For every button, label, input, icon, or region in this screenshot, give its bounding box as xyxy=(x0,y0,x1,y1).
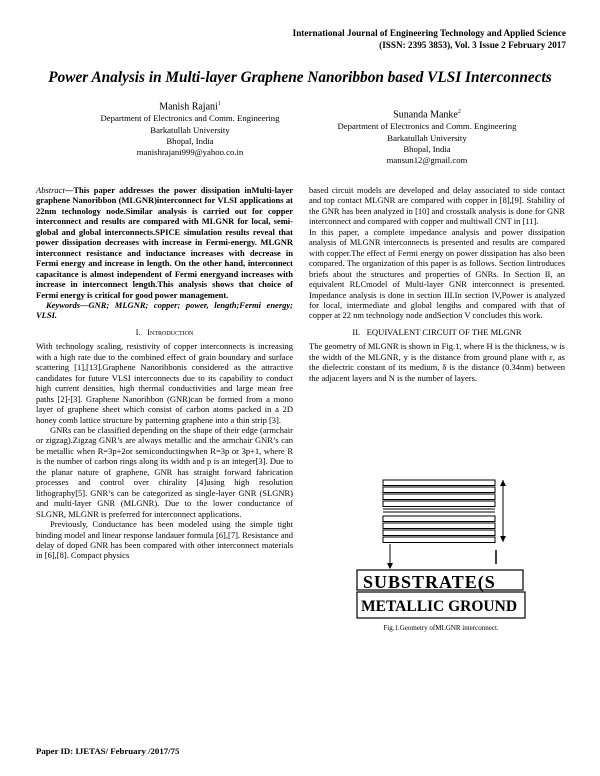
author-2-name-text: Sunanda Manke xyxy=(393,109,458,121)
mlgnr-geometry-figure xyxy=(355,478,527,622)
journal-name: International Journal of Engineering Technology and Applied Science xyxy=(292,28,566,38)
author-2-name xyxy=(327,106,527,121)
author-1-sup: 1 xyxy=(217,101,221,107)
intro-paragraph-2: GNRs can be classified depending on the shape of their edge (armchair or zigzag).Zigzag GNR’s are always metallic and the armchair GNR’s can be metallic when R=3p+2or semiconductingwhen R=3p or 3p+1, where R is the number of carbon rings along its width and p is an integer[3]. Due to the planar nature of graphene, GNR has straight forward fabrication processes and control over chirality [4]using high resolution lithography[5]. GNR’s can be categorized as single-layer GNR (SLGNR) and multi-layer GNR (MLGNR). Due to the lower conductance of SLGNR, MLGNR is preferred for interconnect applications. xyxy=(36,424,293,519)
substrate-label: SUBSTRATE(S xyxy=(363,572,496,592)
spacing-arrowhead xyxy=(387,563,393,569)
page-footer: Paper ID: IJETAS/ February /2017/75 xyxy=(36,746,180,756)
author-1-univ: Barkatullah University xyxy=(150,124,230,135)
section-2-heading xyxy=(309,327,565,337)
abstract-text: —This paper addresses the power dissipation inMulti-layer graphene Nanoribbon (MLGNR)interconnect for VLSI applications at 22nm technology node.Similar analysis is carried out for copper interconnect and results are compared with MLGNR for local, semi-global and global interconnects.SPICE simulation results reveal that power dissipation decreases with increase in Fermi-energy. MLGNR interconnect resistance and inductance increases with decrease in Fermi energy and increase in length. On the other hand, interconnect capacitance is almost independent of Fermi energyand increases with increase in interconnect length.This analysis shows that choice of Fermi energy is critical for good power management. xyxy=(36,185,293,300)
paper-title: Power Analysis in Multi-layer Graphene Nanoribbon based VLSI Interconnects xyxy=(48,69,552,86)
author-1-email[interactable]: manishrajani999@yahoo.co.in xyxy=(136,146,244,157)
section-1-num: I. xyxy=(135,326,141,337)
section-1-heading xyxy=(36,327,293,337)
author-2-univ: Barkatullah University xyxy=(387,132,467,143)
author-2-email[interactable]: mansun12@gmail.com xyxy=(386,154,468,165)
intro-paragraph-3: Previously, Conductance has been modeled using the simple tight binding model and linear response landauer formula [6],[7]. Resistance and delay of doped GNR has been compared with other interconnect materials in [6],[8]. Compact physics xyxy=(36,519,293,561)
graphene-layer xyxy=(383,530,495,536)
author-2-city: Bhopal, India xyxy=(403,143,451,154)
right-paragraph-3: The geometry of MLGNR is shown in Fig.1, where H is the thickness, w is the width of the MLGNR, y is the distance from ground plane with ε, as the dielectric constant of its medium, δ is the distance (0.34nm) between the adjacent layers and N is the number of layers. xyxy=(309,341,565,383)
author-1-city: Bhopal, India xyxy=(166,135,214,146)
graphene-layer xyxy=(383,487,495,493)
abstract-lead: Abstract xyxy=(36,185,65,195)
graphene-layer xyxy=(383,480,495,486)
author-1-name xyxy=(90,98,290,113)
thickness-arrowhead-top xyxy=(500,480,506,486)
right-paragraph-2: In this paper, a complete impedance analysis and power dissipation analysis of MLGNR interconnects is presented and results are compared with copper.The effect of Fermi energy on power dissipation has also been compared. The organization of this paper is as follows. Section Iintroduces briefs about the structures and properties of GNRs. In Section II, an equivalent RLCmodel of Multi-layer GNR interconnect is presented. Impedance analysis is done in section III.In section IV,Power is analyzed for local, intermediate and global lengths and compared with that of copper at 22 nm technology node andSection V concludes this work. xyxy=(309,226,565,321)
author-1-dept: Department of Electronics and Comm. Engineering xyxy=(100,113,280,124)
intro-paragraph-1: With technology scaling, resistivity of copper interconnects is increasing with a high rate due to the combined effect of grain boundary and surface scattering [1],[13].Graphene Nanoribbonis considered as the attractive candidates for future VLSI interconnects due to its capability to conduct high current densities, high thermal conductivities and large mean free paths [2]-[3]. Graphene Nanoribbon (GNR)can be formed from a mono layer of graphene sheet which consist of carbon atoms packed in a 2D honey comb lattice structure by patterning graphene into a thin strip [3]. xyxy=(36,341,293,425)
journal-issn: (ISSN: 2395 3853), Vol. 3 Issue 2 February 2017 xyxy=(379,40,566,50)
keywords: Keywords—GNR; MLGNR; copper; power, length;Fermi energy; VLSI. xyxy=(36,299,293,321)
journal-header xyxy=(293,27,566,51)
section-2-num: II. xyxy=(352,326,361,337)
graphene-layer xyxy=(383,537,495,543)
graphene-layer xyxy=(383,501,495,507)
figure-1-caption: Fig.1.Geometry ofMLGNR interconnect. xyxy=(383,624,499,632)
abstract xyxy=(36,185,293,300)
left-column xyxy=(36,185,293,561)
right-column xyxy=(309,185,565,383)
author-2-sup: 2 xyxy=(457,109,461,115)
right-paragraph-1: based circuit models are developed and delay associated to side contact and top contact MLGNR are compared with copper in [8],[9]. Stability of the GNR has been analyzed in [10] and crosstalk analysis is done for GNR interconnect and compared with copper and multiwall CNT in [11]. xyxy=(309,185,565,227)
metallic-ground-label: METALLIC GROUND xyxy=(361,598,518,615)
graphene-layer xyxy=(383,516,495,522)
section-1-title: Introduction xyxy=(147,326,194,337)
graphene-layer xyxy=(383,523,495,529)
thickness-arrowhead-bottom xyxy=(500,536,506,542)
author-2 xyxy=(327,106,527,166)
author-1-name-text: Manish Rajani xyxy=(159,101,218,113)
section-2-title: EQUIVALENT CIRCUIT OF THE MLGNR xyxy=(366,326,522,337)
author-1 xyxy=(90,98,290,158)
author-2-dept: Department of Electronics and Comm. Engineering xyxy=(337,121,517,132)
graphene-layer xyxy=(383,494,495,500)
